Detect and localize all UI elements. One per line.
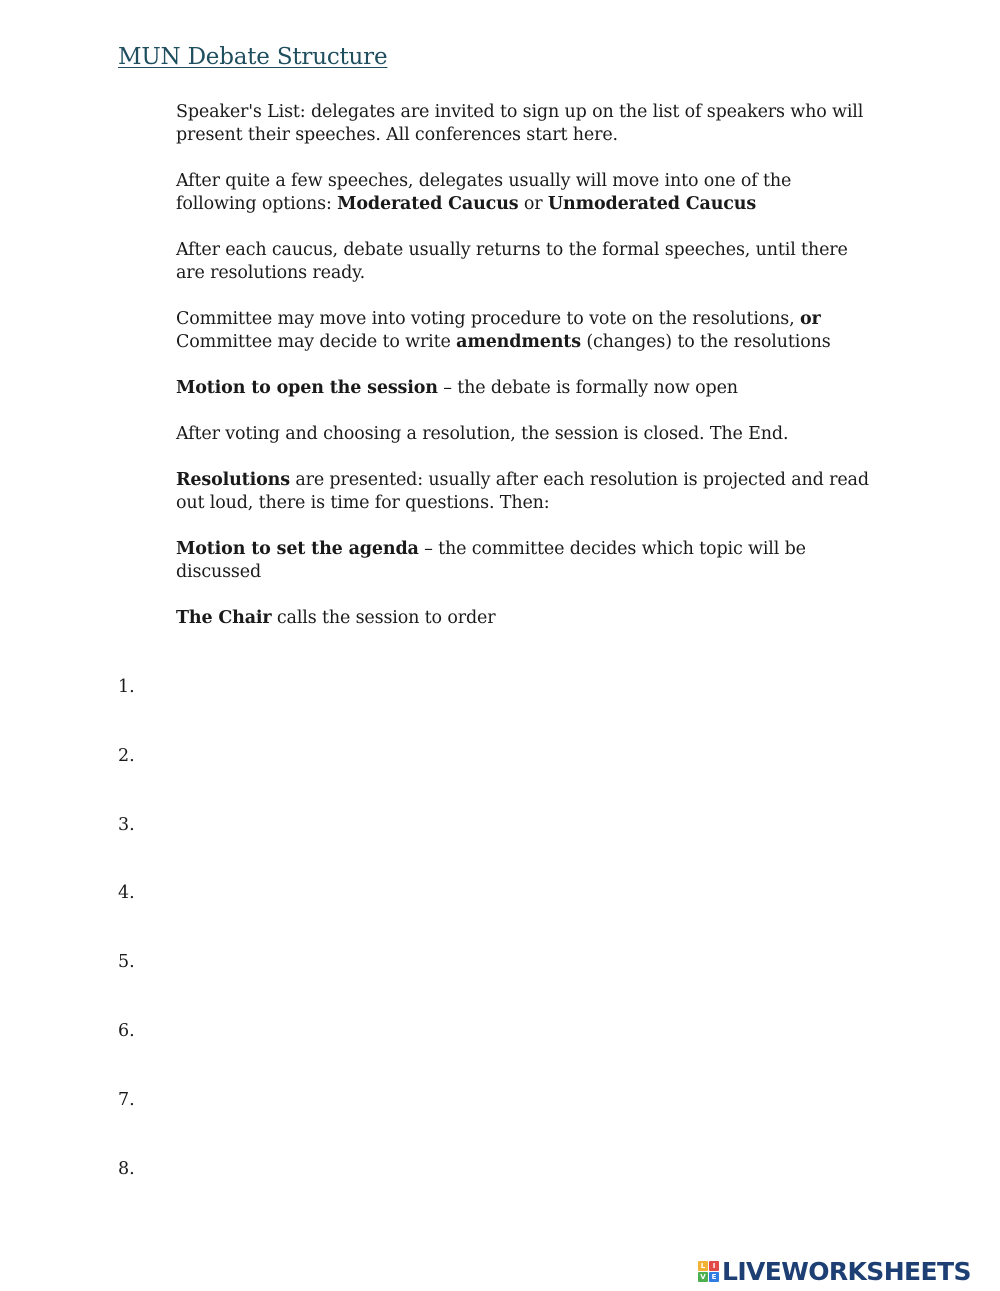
answer-drop-slot[interactable]	[150, 880, 910, 906]
statement-bold-text: or	[799, 309, 821, 329]
statement-item[interactable]	[176, 423, 876, 446]
statement-item[interactable]	[176, 377, 876, 400]
statement-text: After each caucus, debate usually returns to the formal speeches, until there are resolutions ready.	[176, 240, 848, 283]
liveworksheets-logo	[698, 1257, 971, 1285]
logo-mark-square: V	[698, 1272, 708, 1282]
list-number: 3.	[118, 815, 135, 835]
statement-text: Committee may decide to write	[176, 332, 457, 352]
statement-text: – the debate is formally now open	[437, 378, 738, 398]
statement-bold-text: The Chair	[176, 608, 272, 628]
statement-bold-text: Resolutions	[176, 470, 290, 490]
statement-item[interactable]	[176, 607, 876, 630]
list-number: 5.	[118, 952, 135, 972]
list-number: 1.	[118, 677, 135, 697]
logo-mark-square: L	[698, 1261, 708, 1271]
statement-item[interactable]	[176, 170, 876, 216]
logo-mark-square: E	[709, 1272, 719, 1282]
statement-bold-text: amendments	[456, 332, 581, 352]
list-number: 8.	[118, 1159, 135, 1179]
list-number: 7.	[118, 1090, 135, 1110]
answer-drop-slot[interactable]	[150, 812, 910, 838]
answer-drop-slot[interactable]	[150, 743, 910, 769]
answer-drop-slot[interactable]	[150, 1156, 910, 1182]
statement-item[interactable]	[176, 239, 876, 285]
statement-text: Committee may move into voting procedure to vote on the resolutions,	[176, 309, 800, 329]
answer-drop-slot[interactable]	[150, 1087, 910, 1113]
statement-bold-text: Motion to open the session	[176, 378, 438, 398]
logo-mark-square: I	[709, 1261, 719, 1271]
liveworksheets-mark-icon	[698, 1261, 719, 1282]
list-number: 6.	[118, 1021, 135, 1041]
statement-item[interactable]	[176, 538, 876, 584]
statement-list	[176, 101, 876, 653]
statement-text: are presented: usually after each resolution is projected and read out loud, there is time for questions. Then:	[176, 470, 869, 513]
answer-drop-slot[interactable]	[150, 949, 910, 975]
statement-text: Speaker's List: delegates are invited to sign up on the list of speakers who will present their speeches. All conferences start here.	[176, 102, 864, 145]
page-title: MUN Debate Structure	[118, 44, 388, 70]
answer-drop-slot[interactable]	[150, 1018, 910, 1044]
statement-text: After quite a few speeches, delegates usually will move into one of the following options:	[176, 171, 792, 214]
statement-bold-text: Unmoderated Caucus	[547, 194, 757, 214]
answer-drop-slot[interactable]	[150, 674, 910, 700]
statement-item[interactable]	[176, 308, 876, 354]
statement-text: (changes) to the resolutions	[580, 332, 831, 352]
statement-text: – the committee decides which topic will be discussed	[176, 539, 806, 582]
statement-text: or	[518, 194, 548, 214]
statement-text: calls the session to order	[271, 608, 496, 628]
statement-item[interactable]	[176, 101, 876, 147]
statement-text: After voting and choosing a resolution, the session is closed. The End.	[176, 424, 789, 444]
statement-item[interactable]	[176, 469, 876, 515]
statement-bold-text: Moderated Caucus	[337, 194, 519, 214]
list-number: 4.	[118, 883, 135, 903]
statement-bold-text: Motion to set the agenda	[176, 539, 419, 559]
list-number: 2.	[118, 746, 135, 766]
logo-text: LIVEWORKSHEETS	[722, 1256, 971, 1286]
